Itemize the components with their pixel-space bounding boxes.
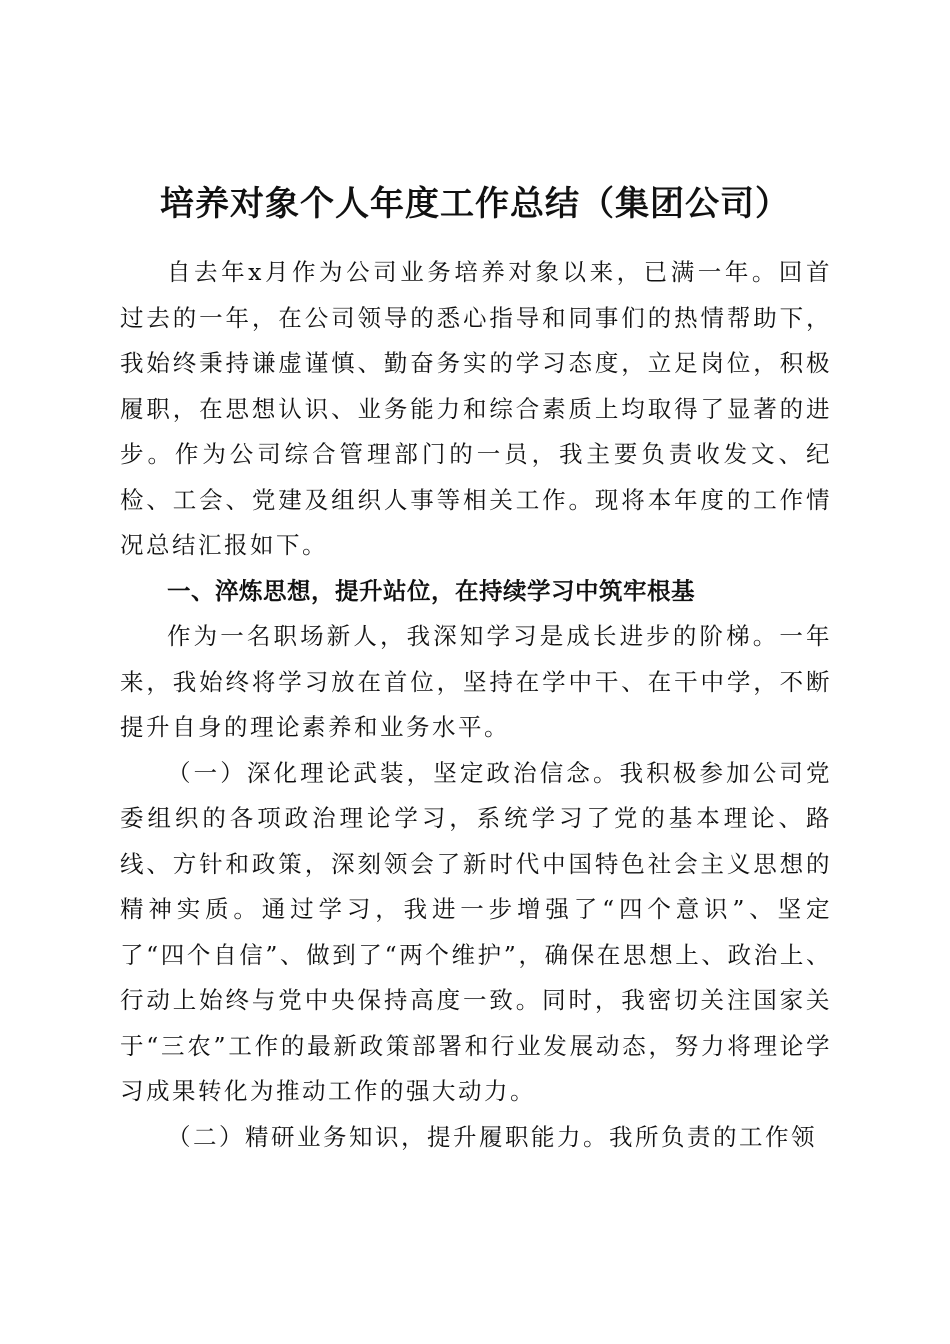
section-1-intro-paragraph: 作为一名职场新人，我深知学习是成长进步的阶梯。一年来，我始终将学习放在首位，坚持在学中干、在干中学，不断提升自身的理论素养和业务水平。 bbox=[120, 622, 832, 741]
intro-paragraph: 自去年x月作为公司业务培养对象以来，已满一年。回首过去的一年，在公司领导的悉心指导和同事们的热情帮助下，我始终秉持谦虚谨慎、勤奋务实的学习态度，立足岗位，积极履职，在思想认识、业务能力和综合素质上均取得了显著的进步。作为公司综合管理部门的一员，我主要负责收发文、纪检、工会、党建及组织人事等相关工作。现将本年度的工作情况总结汇报如下。 bbox=[120, 258, 832, 559]
document-title: 培养对象个人年度工作总结（集团公司） bbox=[160, 184, 790, 224]
subsection-1-paragraph: （一）深化理论武装，坚定政治信念。我积极参加公司党委组织的各项政治理论学习，系统学习了党的基本理论、路线、方针和政策，深刻领会了新时代中国特色社会主义思想的精神实质。通过学习，我进一步增强了“四个意识”、坚定了“四个自信”、做到了“两个维护”，确保在思想上、政治上、行动上始终与党中央保持高度一致。同时，我密切关注国家关于“三农”工作的最新政策部署和行业发展动态，努力将理论学习成果转化为推动工作的强大动力。 bbox=[120, 758, 832, 1105]
document-body bbox=[120, 250, 832, 1160]
subsection-2-paragraph: （二）精研业务知识，提升履职能力。我所负责的工作领 bbox=[167, 1122, 817, 1151]
section-1-heading: 一、淬炼思想，提升站位，在持续学习中筑牢根基 bbox=[167, 576, 695, 605]
